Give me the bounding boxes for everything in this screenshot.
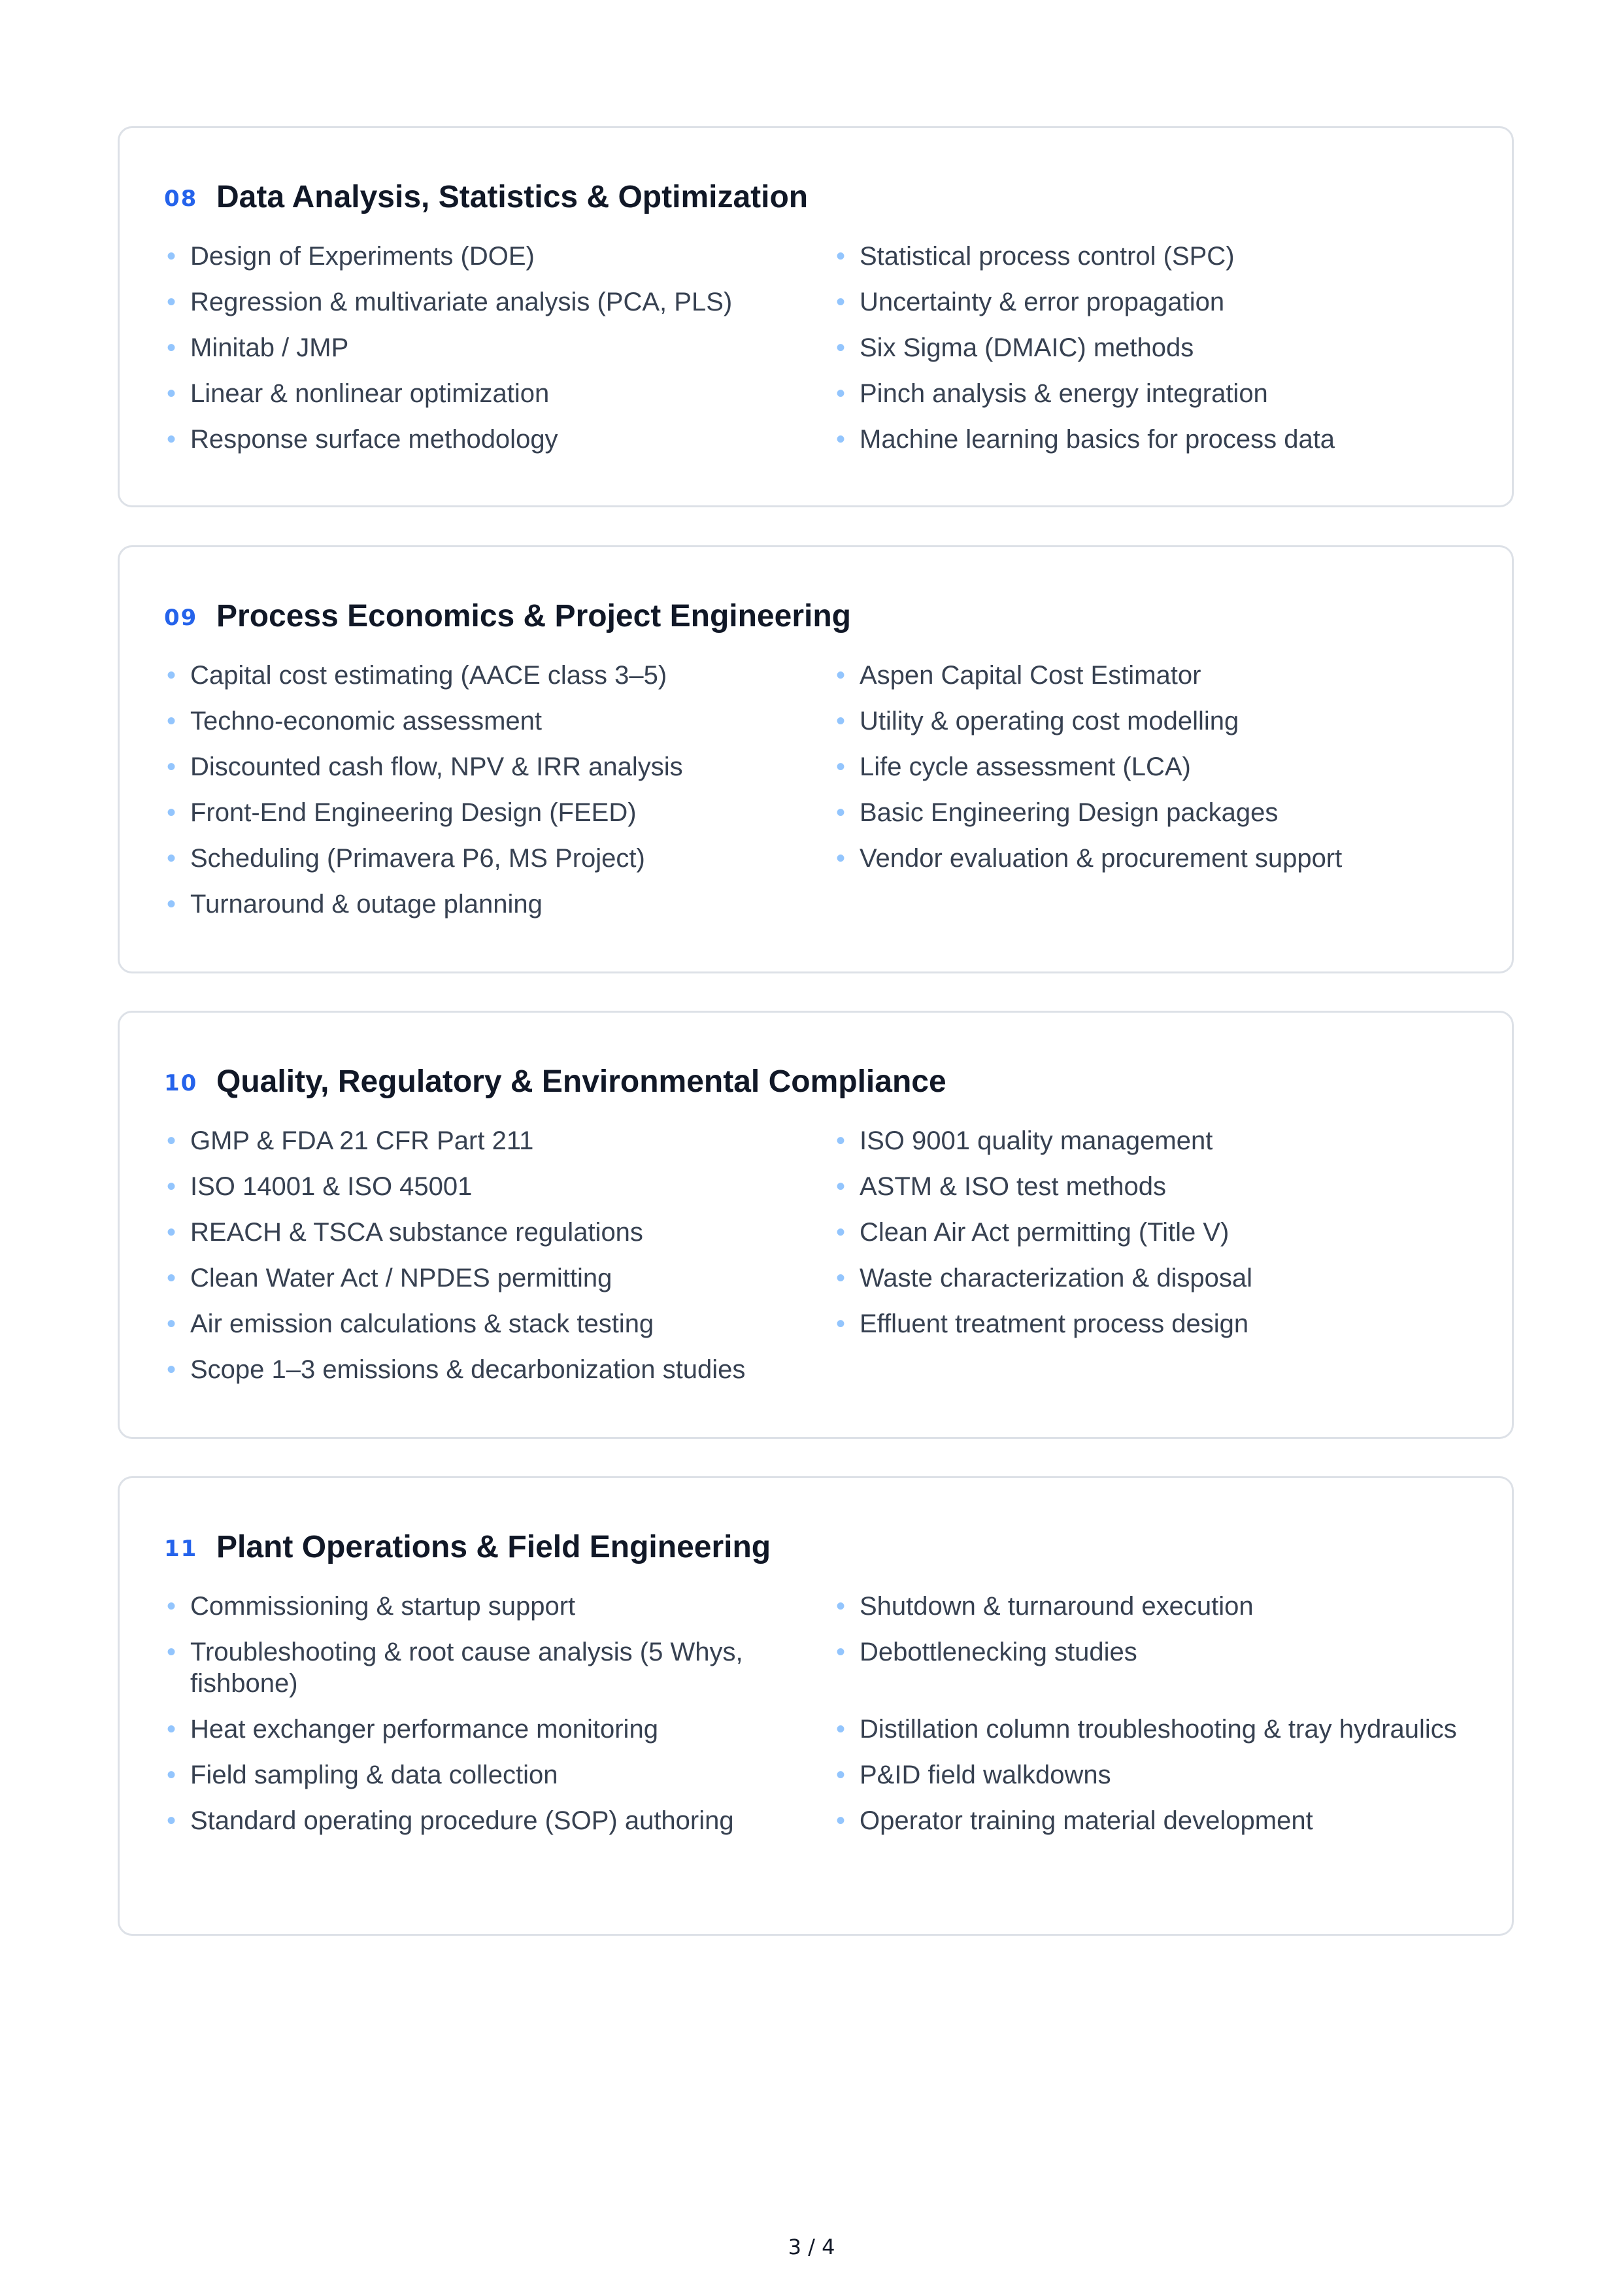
list-item-text: Response surface methodology: [190, 425, 558, 454]
bullet-icon: •: [166, 1638, 176, 1666]
bullet-icon: •: [835, 1218, 845, 1247]
bullet-icon: •: [166, 1715, 176, 1744]
bullet-icon: •: [166, 707, 176, 735]
section-number: 09: [164, 605, 198, 631]
bullet-icon: •: [835, 1264, 845, 1292]
list-item-text: ASTM & ISO test methods: [860, 1172, 1167, 1201]
bullet-icon: •: [166, 661, 176, 690]
bullet-icon: •: [835, 1309, 845, 1338]
bullet-icon: •: [166, 1172, 176, 1201]
section-number: 11: [164, 1536, 198, 1562]
bullet-icon: •: [835, 1806, 845, 1835]
list-item-text: Troubleshooting & root cause analysis (5 Whys, fishbone): [190, 1638, 743, 1698]
bullet-icon: •: [835, 288, 845, 316]
list-item: [164, 424, 833, 455]
list-item: [164, 1714, 833, 1745]
list-item: [833, 1759, 1491, 1791]
list-item-text: Shutdown & turnaround execution: [860, 1592, 1254, 1621]
list-item-text: ISO 14001 & ISO 45001: [190, 1172, 473, 1201]
list-item-text: Field sampling & data collection: [190, 1761, 558, 1789]
list-item: [164, 843, 833, 874]
list-item: [833, 1171, 1491, 1202]
list-item-text: Debottlenecking studies: [860, 1638, 1137, 1666]
section-card-10: [118, 1011, 1514, 1439]
list-item: [164, 1354, 833, 1385]
list-item: [833, 660, 1491, 691]
list-item: [833, 1262, 1491, 1294]
list-item-text: Uncertainty & error propagation: [860, 288, 1225, 316]
bullet-icon: •: [835, 1638, 845, 1666]
bullet-icon: •: [166, 752, 176, 781]
bullet-icon: •: [835, 379, 845, 408]
list-item-text: Waste characterization & disposal: [860, 1264, 1253, 1292]
section-title: Quality, Regulatory & Environmental Compliance: [216, 1064, 946, 1099]
list-item: [164, 1759, 833, 1791]
bullet-icon: •: [835, 333, 845, 362]
bullet-icon: •: [166, 1264, 176, 1292]
section-header: [164, 593, 851, 639]
list-item: [164, 1591, 833, 1622]
bullet-icon: •: [166, 1806, 176, 1835]
list-item: [164, 751, 833, 783]
list-item: [833, 286, 1491, 318]
list-item: [164, 1308, 833, 1340]
list-item-text: Six Sigma (DMAIC) methods: [860, 333, 1194, 362]
list-item-text: Minitab / JMP: [190, 333, 349, 362]
bullet-icon: •: [835, 1715, 845, 1744]
list-item-text: Utility & operating cost modelling: [860, 707, 1239, 735]
list-item: [833, 1591, 1491, 1622]
skill-list: [164, 660, 1491, 920]
list-item-text: Techno-economic assessment: [190, 707, 543, 735]
list-item-text: P&ID field walkdowns: [860, 1761, 1111, 1789]
list-item-text: Clean Air Act permitting (Title V): [860, 1218, 1230, 1247]
bullet-icon: •: [166, 1355, 176, 1384]
list-item-text: Discounted cash flow, NPV & IRR analysis: [190, 752, 683, 781]
list-item: [833, 332, 1491, 363]
section-card-09: [118, 545, 1514, 973]
section-card-11: [118, 1476, 1514, 1936]
list-item: [833, 1714, 1491, 1745]
list-item: [833, 843, 1491, 874]
list-item-text: Aspen Capital Cost Estimator: [860, 661, 1201, 690]
list-item-text: Standard operating procedure (SOP) authoring: [190, 1806, 734, 1835]
list-item-text: Capital cost estimating (AACE class 3–5): [190, 661, 667, 690]
list-item: [833, 1636, 1491, 1699]
bullet-icon: •: [166, 1592, 176, 1621]
list-item-text: Regression & multivariate analysis (PCA, PLS): [190, 288, 733, 316]
section-number: 08: [164, 186, 198, 212]
bullet-icon: •: [166, 1218, 176, 1247]
bullet-icon: •: [166, 844, 176, 873]
section-title: Plant Operations & Field Engineering: [216, 1529, 771, 1564]
bullet-icon: •: [835, 242, 845, 271]
section-title: Data Analysis, Statistics & Optimization: [216, 179, 809, 214]
list-item: [833, 751, 1491, 783]
bullet-icon: •: [835, 1592, 845, 1621]
skill-list: [164, 241, 1491, 455]
bullet-icon: •: [166, 333, 176, 362]
list-item: [164, 1125, 833, 1156]
bullet-icon: •: [835, 425, 845, 454]
list-item-text: Turnaround & outage planning: [190, 890, 543, 919]
list-item: [833, 705, 1491, 737]
list-item-text: Effluent treatment process design: [860, 1309, 1249, 1338]
list-item-text: Design of Experiments (DOE): [190, 242, 535, 271]
list-item: [164, 888, 833, 920]
list-item: [164, 1171, 833, 1202]
list-item: [164, 378, 833, 409]
list-item-text: Scope 1–3 emissions & decarbonization studies: [190, 1355, 746, 1384]
bullet-icon: •: [166, 242, 176, 271]
list-item-text: Linear & nonlinear optimization: [190, 379, 550, 408]
section-header: [164, 1058, 946, 1104]
list-item-text: Distillation column troubleshooting & tray hydraulics: [860, 1715, 1457, 1744]
list-item-text: Heat exchanger performance monitoring: [190, 1715, 658, 1744]
bullet-icon: •: [835, 844, 845, 873]
list-item-text: Front-End Engineering Design (FEED): [190, 798, 637, 827]
list-item-text: Vendor evaluation & procurement support: [860, 844, 1343, 873]
list-item-text: Clean Water Act / NPDES permitting: [190, 1264, 612, 1292]
list-item: [164, 660, 833, 691]
list-item: [833, 378, 1491, 409]
list-item: [164, 1262, 833, 1294]
list-item: [164, 286, 833, 318]
bullet-icon: •: [835, 1126, 845, 1155]
bullet-icon: •: [166, 1126, 176, 1155]
list-item-text: REACH & TSCA substance regulations: [190, 1218, 643, 1247]
bullet-icon: •: [835, 707, 845, 735]
bullet-icon: •: [835, 1172, 845, 1201]
bullet-icon: •: [166, 1761, 176, 1789]
bullet-icon: •: [166, 288, 176, 316]
bullet-icon: •: [835, 798, 845, 827]
skill-list: [164, 1591, 1491, 1836]
section-header: [164, 1524, 771, 1570]
list-item: [164, 705, 833, 737]
page-number: 3 / 4: [788, 2235, 835, 2259]
section-title: Process Economics & Project Engineering: [216, 598, 851, 633]
list-item: [833, 1125, 1491, 1156]
list-item: [833, 424, 1491, 455]
bullet-icon: •: [835, 1761, 845, 1789]
section-number: 10: [164, 1070, 198, 1096]
bullet-icon: •: [166, 1309, 176, 1338]
list-item-text: Scheduling (Primavera P6, MS Project): [190, 844, 645, 873]
list-item-text: Basic Engineering Design packages: [860, 798, 1279, 827]
bullet-icon: •: [166, 890, 176, 919]
list-item-text: Pinch analysis & energy integration: [860, 379, 1268, 408]
skill-list: [164, 1125, 1491, 1385]
bullet-icon: •: [166, 425, 176, 454]
bullet-icon: •: [166, 379, 176, 408]
list-item: [164, 241, 833, 272]
list-item-text: GMP & FDA 21 CFR Part 211: [190, 1126, 534, 1155]
section-card-08: [118, 126, 1514, 507]
bullet-icon: •: [835, 661, 845, 690]
list-item: [833, 1805, 1491, 1836]
list-item-text: Machine learning basics for process data: [860, 425, 1335, 454]
list-item: [833, 1217, 1491, 1248]
list-item-text: Statistical process control (SPC): [860, 242, 1235, 271]
list-item-text: Air emission calculations & stack testing: [190, 1309, 654, 1338]
list-item: [833, 241, 1491, 272]
bullet-icon: •: [166, 798, 176, 827]
list-item: [833, 1308, 1491, 1340]
section-header: [164, 174, 808, 220]
list-item-text: Commissioning & startup support: [190, 1592, 576, 1621]
list-item: [164, 1636, 833, 1699]
list-item-text: Life cycle assessment (LCA): [860, 752, 1191, 781]
list-item: [164, 1805, 833, 1836]
list-item: [164, 1217, 833, 1248]
list-item: [164, 797, 833, 828]
bullet-icon: •: [835, 752, 845, 781]
list-item: [833, 797, 1491, 828]
list-item: [164, 332, 833, 363]
list-item-text: Operator training material development: [860, 1806, 1313, 1835]
list-item-text: ISO 9001 quality management: [860, 1126, 1213, 1155]
